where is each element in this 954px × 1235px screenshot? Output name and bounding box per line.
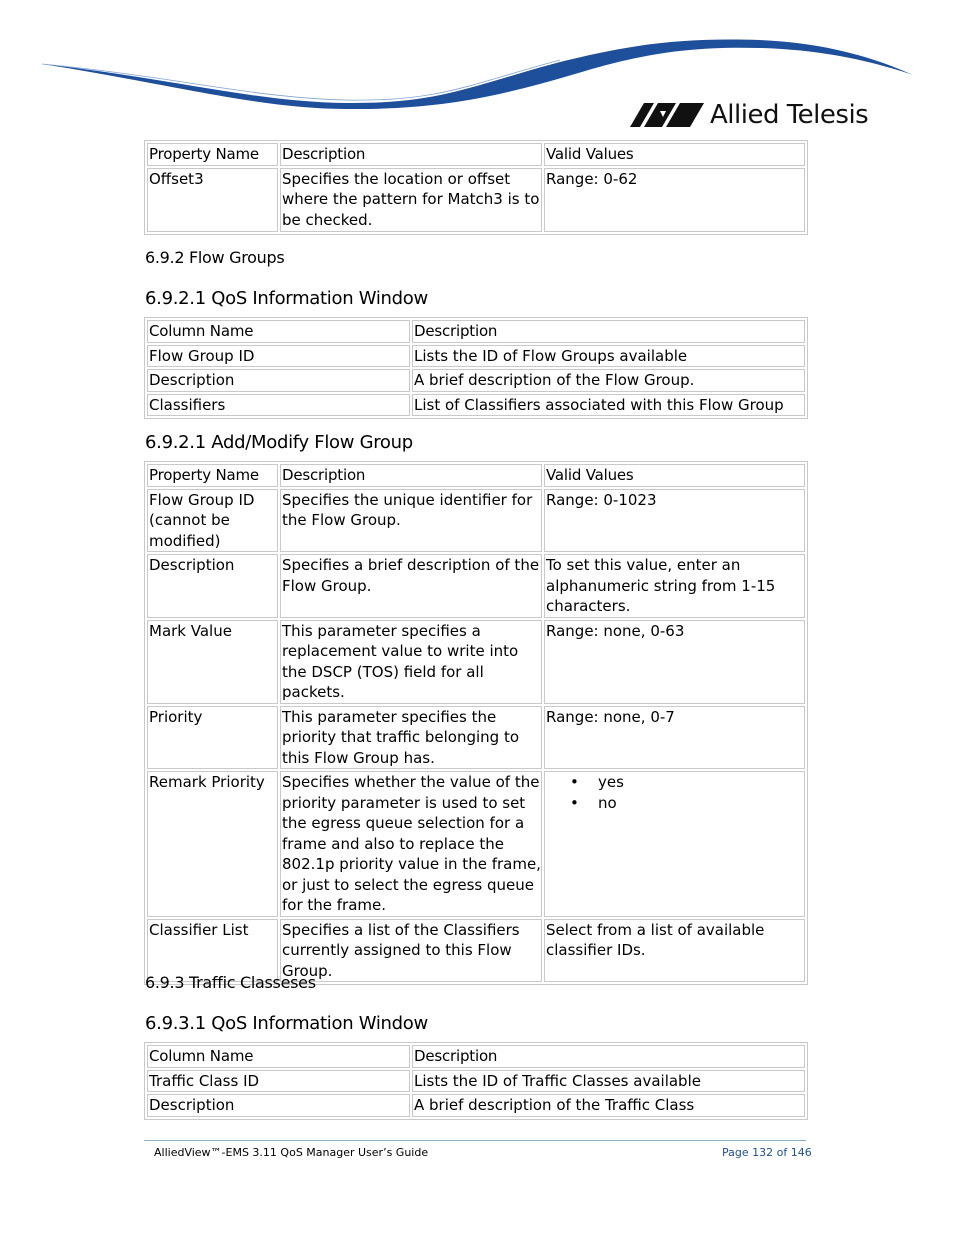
table-row xyxy=(147,168,805,232)
column-header: Description xyxy=(280,464,542,487)
table-cell: Range: 0-1023 xyxy=(544,489,805,553)
table-cell: A brief description of the Traffic Class xyxy=(412,1094,805,1117)
table-cell: Specifies a brief description of the Flow Group. xyxy=(280,554,542,618)
section-heading: 6.9.2 Flow Groups xyxy=(145,248,285,267)
table-cell: Traffic Class ID xyxy=(147,1070,410,1093)
footer-divider xyxy=(144,1140,806,1141)
table-cell: Priority xyxy=(147,706,278,770)
table-header-row xyxy=(147,1045,805,1068)
table-cell: Specifies the location or offset where the pattern for Match3 is to be checked. xyxy=(280,168,542,232)
property-table-offset xyxy=(144,140,808,235)
table-row xyxy=(147,554,805,618)
table-cell: Description xyxy=(147,554,278,618)
list-item: • yes xyxy=(598,772,804,793)
table-cell: Lists the ID of Flow Groups available xyxy=(412,345,805,368)
table-cell: Offset3 xyxy=(147,168,278,232)
list-item: • no xyxy=(598,793,804,814)
subsection-heading: 6.9.2.1 QoS Information Window xyxy=(145,288,428,309)
column-header: Valid Values xyxy=(544,464,805,487)
table-cell: Specifies whether the value of the priority parameter is used to set the egress queue selection for a frame and also to replace the 802.1p priority value in the frame, or just to select the egress queue for the frame. xyxy=(280,771,542,917)
table-cell: Classifiers xyxy=(147,394,410,417)
table-row xyxy=(147,345,805,368)
table-row xyxy=(147,706,805,770)
table-header-row xyxy=(147,320,805,343)
table-cell xyxy=(544,771,805,917)
column-header: Valid Values xyxy=(544,143,805,166)
table-header-row xyxy=(147,143,805,166)
table-cell: To set this value, enter an alphanumeric string from 1-15 characters. xyxy=(544,554,805,618)
table-row xyxy=(147,1070,805,1093)
valid-values-list xyxy=(546,772,804,813)
table-cell: Mark Value xyxy=(147,620,278,704)
table-row xyxy=(147,489,805,553)
column-header: Description xyxy=(280,143,542,166)
table-cell: List of Classifiers associated with this Flow Group xyxy=(412,394,805,417)
table-cell: Flow Group ID (cannot be modified) xyxy=(147,489,278,553)
brand-logo xyxy=(630,102,868,128)
table-row xyxy=(147,771,805,917)
allied-telesis-logo-icon xyxy=(630,103,704,127)
table-cell: Range: 0-62 xyxy=(544,168,805,232)
table-cell: Range: none, 0-7 xyxy=(544,706,805,770)
column-table-traffic-classes xyxy=(144,1042,808,1120)
property-table-flow-group xyxy=(144,461,808,985)
header-swoosh xyxy=(0,0,954,110)
column-header: Description xyxy=(412,1045,805,1068)
column-header: Property Name xyxy=(147,143,278,166)
table-cell: Description xyxy=(147,369,410,392)
table-cell: Select from a list of available classifier IDs. xyxy=(544,919,805,983)
table-cell: Specifies the unique identifier for the Flow Group. xyxy=(280,489,542,553)
footer-guide-title: AlliedView™-EMS 3.11 QoS Manager User’s Guide xyxy=(154,1146,429,1159)
brand-name: Allied Telesis xyxy=(710,100,869,130)
column-table-flow-groups xyxy=(144,317,808,419)
section-heading: 6.9.3 Traffic Classeses xyxy=(145,973,316,992)
subsection-heading: 6.9.3.1 QoS Information Window xyxy=(145,1013,428,1034)
table-cell: Classifier List xyxy=(147,919,278,983)
footer-page-number: Page 132 of 146 xyxy=(722,1146,812,1159)
table-cell: Flow Group ID xyxy=(147,345,410,368)
column-header: Description xyxy=(412,320,805,343)
table-cell: Lists the ID of Traffic Classes available xyxy=(412,1070,805,1093)
table-cell: This parameter specifies a replacement value to write into the DSCP (TOS) field for all packets. xyxy=(280,620,542,704)
table-row xyxy=(147,369,805,392)
table-cell: Range: none, 0-63 xyxy=(544,620,805,704)
table-cell: A brief description of the Flow Group. xyxy=(412,369,805,392)
column-header: Column Name xyxy=(147,1045,410,1068)
subsection-heading: 6.9.2.1 Add/Modify Flow Group xyxy=(145,432,413,453)
table-header-row xyxy=(147,464,805,487)
table-row xyxy=(147,1094,805,1117)
table-cell: Description xyxy=(147,1094,410,1117)
column-header: Property Name xyxy=(147,464,278,487)
table-row xyxy=(147,394,805,417)
table-cell: Remark Priority xyxy=(147,771,278,917)
table-cell: Specifies a list of the Classifiers currently assigned to this Flow Group. xyxy=(280,919,542,983)
column-header: Column Name xyxy=(147,320,410,343)
table-cell: This parameter specifies the priority that traffic belonging to this Flow Group has. xyxy=(280,706,542,770)
table-row xyxy=(147,620,805,704)
